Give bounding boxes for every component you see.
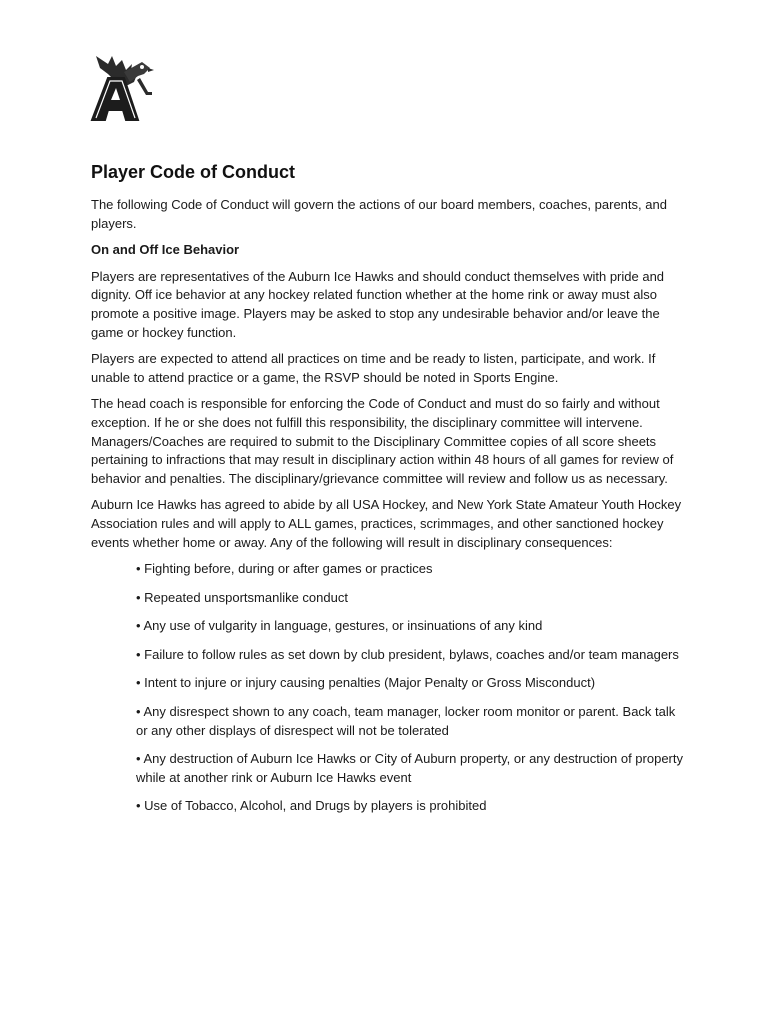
list-item: • Any use of vulgarity in language, gestures, or insinuations of any kind bbox=[136, 617, 683, 636]
list-item: • Intent to injure or injury causing penalties (Major Penalty or Gross Misconduct) bbox=[136, 674, 683, 693]
body-paragraph: Players are expected to attend all practices on time and be ready to listen, participate, and work. If unable to attend practice or a game, the RSVP should be noted in Sports Engine. bbox=[91, 351, 656, 385]
body-paragraph: Auburn Ice Hawks has agreed to abide by all USA Hockey, and New York State Amateur Youth Hockey Association rules and will apply to ALL games, practices, scrimmages, and other sanctioned hockey events whether home or away. Any of the following will result in disciplinary consequences: bbox=[91, 497, 682, 550]
document-title: Player Code of Conduct bbox=[91, 162, 296, 182]
list-item: • Any disrespect shown to any coach, team manager, locker room monitor or parent. Back talk or any other displays of disrespect will not be tolerated bbox=[136, 703, 683, 740]
list-item: • Use of Tobacco, Alcohol, and Drugs by players is prohibited bbox=[136, 797, 683, 816]
intro-paragraph: The following Code of Conduct will govern the actions of our board members, coaches, parents, and players. bbox=[91, 197, 667, 231]
document-body bbox=[91, 160, 683, 826]
hawk-letter-a-logo-icon bbox=[86, 52, 158, 124]
body-paragraph: Players are representatives of the Auburn Ice Hawks and should conduct themselves with pride and dignity. Off ice behavior at any hockey related function whether at the home rink or away must also promote a positive image. Players may be asked to stop any undesirable behavior and/or leave the game or hockey function. bbox=[91, 268, 665, 340]
list-item: • Any destruction of Auburn Ice Hawks or City of Auburn property, or any destruction of property while at another rink or Auburn Ice Hawks event bbox=[136, 750, 683, 787]
list-item: • Fighting before, during or after games or practices bbox=[136, 560, 683, 579]
list-item: • Failure to follow rules as set down by club president, bylaws, coaches and/or team managers bbox=[136, 646, 683, 665]
consequences-list bbox=[91, 560, 683, 816]
list-item: • Repeated unsportsmanlike conduct bbox=[136, 589, 683, 608]
body-paragraph: The head coach is responsible for enforcing the Code of Conduct and must do so fairly and without exception. If he or she does not fulfill this responsibility, the disciplinary committee will intervene. Managers/Coaches are required to submit to the Disciplinary Committee copies of all score sheets pertaining to infractions that may result in disciplinary action within 48 hours of all games for review of behavior and penalties. The disciplinary/grievance committee will review and follow us as necessary. bbox=[91, 396, 674, 486]
section-heading: On and Off Ice Behavior bbox=[91, 242, 240, 258]
